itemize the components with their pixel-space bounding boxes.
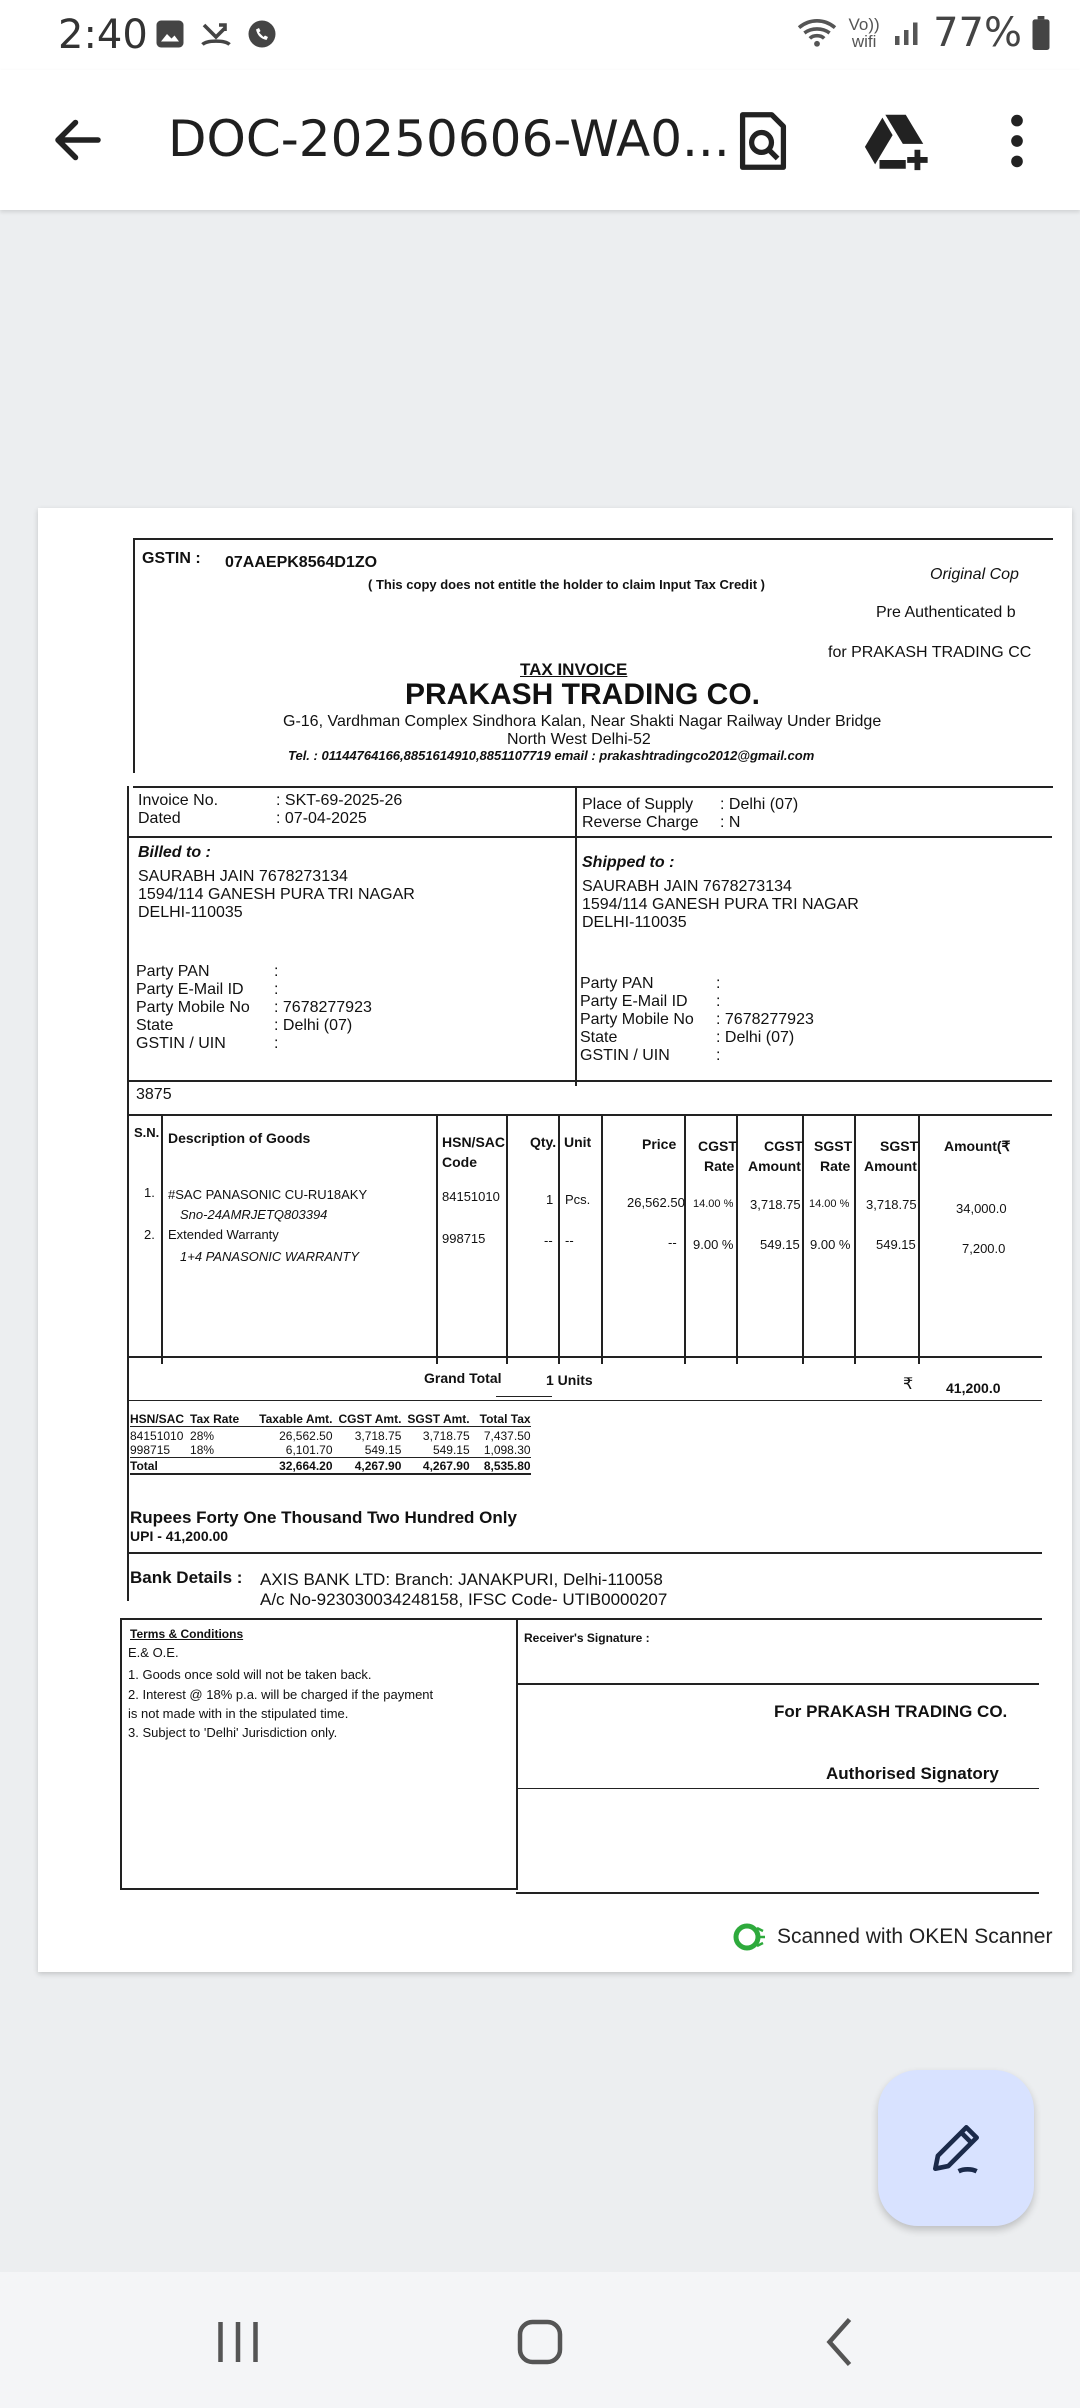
shipped-state-label: State <box>580 1029 618 1046</box>
status-bar <box>0 0 1080 70</box>
item1-sub: Sno-24AMRJETQ803394 <box>180 1207 328 1222</box>
terms-line: 3. Subject to 'Delhi' Jurisdiction only. <box>128 1725 338 1740</box>
item2-desc: Extended Warranty <box>168 1227 279 1242</box>
authorised-signatory: Authorised Signatory <box>826 1764 999 1783</box>
ts-h-total: Total Tax <box>479 1412 531 1426</box>
ts-r2-taxable: 6,101.70 <box>259 1443 338 1458</box>
billed-email-label: Party E-Mail ID <box>136 981 244 998</box>
billed-email-colon: : <box>274 981 279 998</box>
bank-label: Bank Details : <box>130 1568 243 1587</box>
gallery-icon <box>152 16 188 52</box>
ts-r2-sgst: 549.15 <box>407 1443 479 1458</box>
grand-total-label: Grand Total <box>424 1370 502 1386</box>
place-supply-label: Place of Supply <box>582 796 694 813</box>
col-unit <box>601 1114 603 1364</box>
place-supply: : Delhi (07) <box>720 796 799 813</box>
missed-call-icon <box>198 16 234 52</box>
ts-total-cgst: 4,267.90 <box>339 1458 408 1475</box>
item2-sgst-rate: 9.00 % <box>810 1237 851 1252</box>
ts-r1-cgst: 3,718.75 <box>354 1429 402 1443</box>
gstin-label: GSTIN : <box>142 550 201 567</box>
ts-h-cgst: CGST Amt. <box>339 1412 408 1427</box>
billed-to-heading: Billed to : <box>138 844 211 861</box>
grand-total-line <box>127 1400 1042 1401</box>
shipped-to-heading: Shipped to : <box>582 854 675 871</box>
th-unit: Unit <box>564 1134 592 1150</box>
navigation-bar <box>0 2272 1080 2408</box>
item1-price: 26,562.50 <box>627 1195 685 1210</box>
item2-sub: 1+4 PANASONIC WARRANTY <box>180 1249 360 1264</box>
reverse-charge: : N <box>720 814 741 831</box>
status-time: 2:40 <box>58 12 148 58</box>
item1-amount: 34,000.0 <box>956 1201 1007 1216</box>
item2-amount: 7,200.0 <box>962 1241 1006 1256</box>
whatsapp-icon <box>244 16 280 52</box>
terms-line: is not made with in the stipulated time. <box>128 1706 349 1721</box>
for-company-top: for PRAKASH TRADING CC <box>828 644 1032 661</box>
item1-unit: Pcs. <box>565 1192 591 1207</box>
battery-icon <box>1030 16 1052 50</box>
terms-line: E.& O.E. <box>128 1645 179 1660</box>
col-hsn <box>506 1114 508 1364</box>
edit-fab-button[interactable] <box>878 2070 1034 2226</box>
th-desc: Description of Goods <box>168 1130 311 1146</box>
rupee-symbol: ₹ <box>903 1376 914 1393</box>
item1-cgst-amt: 3,718.75 <box>750 1197 801 1212</box>
ts-total-sgst: 4,267.90 <box>407 1458 479 1475</box>
col-sn <box>161 1114 163 1364</box>
shipped-addr2: DELHI-110035 <box>582 914 687 931</box>
terms-left <box>120 1618 122 1890</box>
ts-h-hsn: HSN/SAC <box>130 1412 190 1427</box>
item1-sgst-rate: 14.00 % <box>809 1198 850 1210</box>
ts-r1-total: 7,437.50 <box>483 1429 531 1443</box>
billed-state-label: State <box>136 1017 174 1034</box>
document-page <box>38 508 1072 1972</box>
item2-cgst-amt: 549.15 <box>760 1237 800 1252</box>
item1-cgst-rate: 14.00 % <box>693 1198 734 1210</box>
scanner-badge <box>733 1922 1052 1952</box>
ts-r1-hsn: 84151010 <box>130 1429 184 1443</box>
shipped-gstin-colon: : <box>716 1047 721 1064</box>
th-cgst-amt-1: CGST <box>764 1138 803 1154</box>
billed-pan-colon: : <box>274 963 279 980</box>
th-price: Price <box>642 1136 677 1152</box>
for-company: For PRAKASH TRADING CO. <box>774 1702 1008 1721</box>
billed-name: SAURABH JAIN 7678273134 <box>138 868 348 885</box>
invoice-no: : SKT-69-2025-26 <box>276 792 403 809</box>
status-right <box>795 10 1052 56</box>
ts-h-taxable: Taxable Amt. <box>259 1412 338 1427</box>
th-sgst-amt-1: SGST <box>880 1138 919 1154</box>
shipped-state: : Delhi (07) <box>716 1029 795 1046</box>
th-cgst-amt-2: Amount <box>748 1158 801 1174</box>
arrow-left-icon[interactable] <box>48 110 108 170</box>
col-price <box>684 1114 686 1364</box>
signatory-top <box>516 1788 1039 1789</box>
ts-r2-rate: 18% <box>190 1443 259 1458</box>
shipped-pan-label: Party PAN <box>580 975 654 992</box>
tax-summary-row <box>130 1443 531 1458</box>
company-contact: Tel. : 01144764166,8851614910,8851107719 email : prakashtradingco2012@gmail.com <box>288 748 815 763</box>
meta-divider <box>575 786 577 1086</box>
drive-add-icon[interactable] <box>862 106 932 176</box>
billed-gstin-label: GSTIN / UIN <box>136 1035 226 1052</box>
th-cgst-rate-2: Rate <box>704 1158 735 1174</box>
item1-hsn: 84151010 <box>442 1189 500 1204</box>
th-sgst-rate-2: Rate <box>820 1158 851 1174</box>
signatory-bottom <box>516 1892 1039 1894</box>
signal-icon <box>889 15 925 51</box>
grand-total-units: 1 Units <box>546 1372 593 1388</box>
reverse-charge-label: Reverse Charge <box>582 814 699 831</box>
receiver-bottom <box>516 1683 1039 1685</box>
battery-percent: 77% <box>933 10 1022 56</box>
ts-total-taxable: 32,664.20 <box>259 1458 338 1475</box>
billed-addr2: DELHI-110035 <box>138 904 243 921</box>
home-icon[interactable] <box>510 2312 570 2372</box>
terms-line: 1. Goods once sold will not be taken back. <box>128 1667 372 1682</box>
item2-qty: -- <box>544 1233 553 1248</box>
bank-bottom <box>122 1618 1042 1620</box>
frame-top <box>133 538 1053 540</box>
doc-type: TAX INVOICE <box>520 660 628 679</box>
frame-header-bottom <box>133 786 1053 788</box>
item2-sgst-amt: 549.15 <box>876 1237 916 1252</box>
billed-gstin-colon: : <box>274 1035 279 1052</box>
shipped-email-colon: : <box>716 993 721 1010</box>
shipped-addr1: 1594/114 GANESH PURA TRI NAGAR <box>582 896 859 913</box>
item1-qty: 1 <box>546 1192 554 1207</box>
ts-r1-sgst: 3,718.75 <box>422 1429 470 1443</box>
billed-mobile: : 7678277923 <box>274 999 372 1016</box>
company-address-2: North West Delhi-52 <box>507 731 651 748</box>
pre-authenticated: Pre Authenticated b <box>876 604 1016 621</box>
th-sgst-rate-1: SGST <box>814 1138 853 1154</box>
tax-summary-row <box>130 1427 531 1444</box>
ts-r2-cgst: 549.15 <box>339 1443 408 1458</box>
table-bottom <box>127 1356 1042 1358</box>
company-address-1: G-16, Vardhman Complex Sindhora Kalan, Near Shakti Nagar Railway Under Bridge <box>283 713 882 730</box>
ts-h-sgst: SGST Amt. <box>407 1412 479 1427</box>
item1-sn: 1. <box>144 1185 155 1200</box>
shipped-email-label: Party E-Mail ID <box>580 993 688 1010</box>
ts-r1-taxable: 26,562.50 <box>279 1429 333 1443</box>
notification-icons <box>152 16 280 52</box>
table-top <box>127 1114 1052 1116</box>
back-nav-icon[interactable] <box>812 2312 872 2372</box>
vowifi-label: Vo)) wifi <box>848 15 880 51</box>
shipped-pan-colon: : <box>716 975 721 992</box>
terms-title: Terms & Conditions <box>130 1627 244 1641</box>
col-sgst-rate <box>854 1114 856 1364</box>
company-name: PRAKASH TRADING CO. <box>405 678 761 711</box>
frame-left <box>127 786 129 1601</box>
units-underline <box>496 1396 552 1397</box>
billed-addr1: 1594/114 GANESH PURA TRI NAGAR <box>138 886 415 903</box>
ts-total-total: 8,535.80 <box>480 1458 531 1475</box>
meta-bottom <box>127 836 1052 838</box>
copy-note: ( This copy does not entitle the holder to claim Input Tax Credit ) <box>368 577 766 592</box>
col-desc <box>436 1114 438 1364</box>
document-title: DOC-20250606-WA0... <box>168 110 730 168</box>
document-search-icon[interactable] <box>728 106 798 176</box>
words-bottom <box>127 1552 1042 1554</box>
more-vert-icon[interactable] <box>982 106 1052 176</box>
edit-pen-icon <box>925 2117 987 2179</box>
tax-summary-table <box>130 1412 531 1475</box>
ts-total-rate <box>190 1458 259 1475</box>
item2-unit: -- <box>565 1233 574 1248</box>
tax-summary-header <box>130 1412 531 1427</box>
shipped-mobile: : 7678277923 <box>716 1011 814 1028</box>
bank-line-2: A/c No-923030034248158, IFSC Code- UTIB0000207 <box>260 1590 668 1609</box>
item1-sgst-amt: 3,718.75 <box>866 1197 917 1212</box>
shipped-mobile-label: Party Mobile No <box>580 1011 694 1028</box>
th-cgst-rate-1: CGST <box>698 1138 737 1154</box>
shipped-name: SAURABH JAIN 7678273134 <box>582 878 792 895</box>
reference-no: 3875 <box>136 1086 172 1103</box>
terms-line: 2. Interest @ 18% p.a. will be charged if the payment <box>128 1687 434 1702</box>
th-qty: Qty. <box>530 1134 557 1150</box>
th-hsn: HSN/SAC <box>442 1134 506 1150</box>
frame-left-top <box>133 538 135 773</box>
ts-h-rate: Tax Rate <box>190 1412 259 1427</box>
shipped-gstin-label: GSTIN / UIN <box>580 1047 670 1064</box>
th-amount: Amount(₹ <box>944 1138 1011 1154</box>
tax-summary-total <box>130 1458 531 1475</box>
wifi-icon <box>795 15 839 51</box>
billed-state: : Delhi (07) <box>274 1017 353 1034</box>
th-hsn-code: Code <box>442 1154 477 1170</box>
oken-scanner-icon <box>733 1922 767 1952</box>
receiver-signature: Receiver's Signature : <box>524 1631 650 1645</box>
ts-r2-total: 1,098.30 <box>480 1443 531 1458</box>
upi-amount: UPI - 41,200.00 <box>130 1528 229 1544</box>
item1-desc: #SAC PANASONIC CU-RU18AKY <box>168 1187 368 1202</box>
address-bottom <box>127 1080 1052 1082</box>
item2-price: -- <box>668 1235 677 1250</box>
col-sgst-amt <box>918 1114 920 1364</box>
th-sgst-amt-2: Amount <box>864 1158 917 1174</box>
terms-bottom <box>120 1888 518 1890</box>
scanner-badge-text: Scanned with OKEN Scanner <box>777 1925 1053 1948</box>
billed-mobile-label: Party Mobile No <box>136 999 250 1016</box>
original-copy: Original Cop <box>930 566 1019 583</box>
recents-icon[interactable] <box>208 2312 268 2372</box>
item2-cgst-rate: 9.00 % <box>693 1237 734 1252</box>
ts-total-label: Total <box>130 1458 190 1475</box>
gstin-value: 07AAEPK8564D1ZO <box>225 554 378 571</box>
app-bar <box>0 70 1080 210</box>
invoice-no-label: Invoice No. <box>138 792 219 809</box>
dated: : 07-04-2025 <box>276 810 367 827</box>
grand-total: 41,200.0 <box>946 1380 1001 1396</box>
amount-in-words: Rupees Forty One Thousand Two Hundred Only <box>130 1508 517 1527</box>
col-qty <box>558 1114 560 1364</box>
terms-divider <box>516 1618 518 1890</box>
ts-r1-rate: 28% <box>190 1429 215 1443</box>
item2-hsn: 998715 <box>442 1231 486 1246</box>
th-sn: S.N. <box>134 1125 160 1140</box>
ts-r2-hsn: 998715 <box>130 1443 190 1458</box>
billed-pan-label: Party PAN <box>136 963 210 980</box>
bank-line-1: AXIS BANK LTD: Branch: JANAKPURI, Delhi-110058 <box>260 1570 663 1589</box>
dated-label: Dated <box>138 810 181 827</box>
item2-sn: 2. <box>144 1227 155 1242</box>
